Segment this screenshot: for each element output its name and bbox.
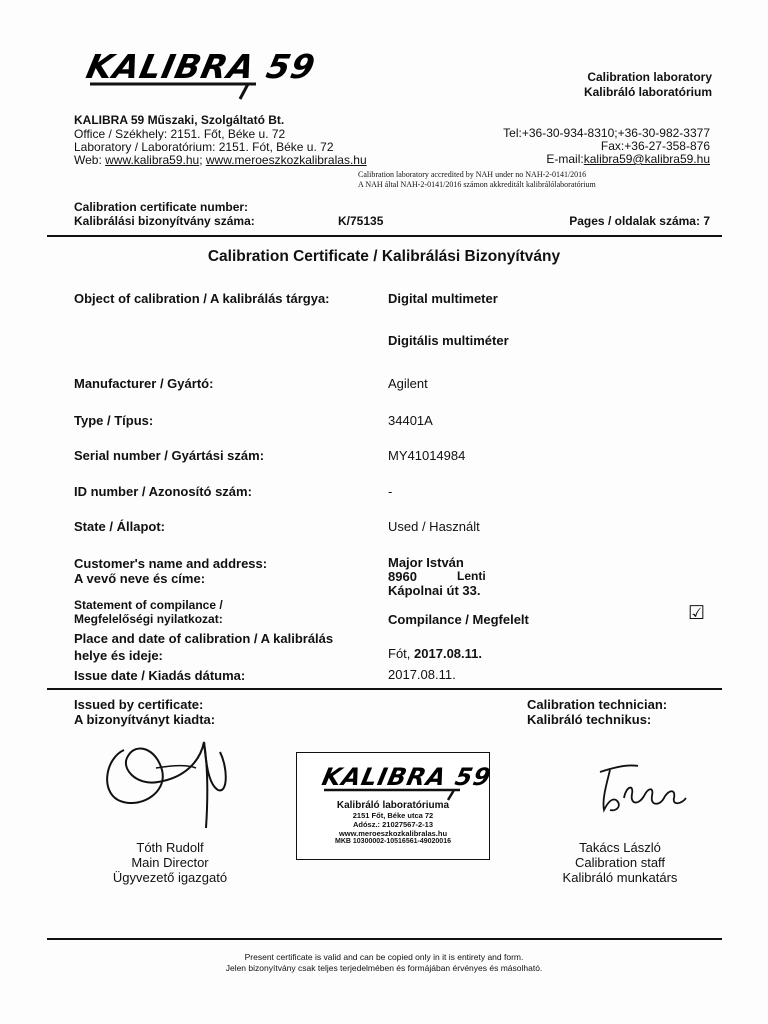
issued-by-label-hu: A bizonyítványt kiadta:	[74, 712, 216, 727]
divider-middle	[47, 688, 722, 690]
technician-label-hu: Kalibráló technikus:	[527, 712, 652, 727]
technician-label-en: Calibration technician:	[527, 697, 668, 712]
technician-signature	[582, 758, 692, 818]
logo-wordmark: KALIBRA 59	[83, 47, 320, 86]
type-label: Type / Típus:	[74, 413, 154, 428]
compliance-checkbox[interactable]: ☑	[688, 603, 706, 624]
statement-label-en: Statement of compilance /	[74, 598, 223, 612]
object-value-hu: Digitális multiméter	[388, 333, 509, 348]
stamp-logo-wordmark: KALIBRA 59	[319, 762, 495, 791]
technician-role-hu: Kalibráló munkatárs	[562, 870, 678, 885]
footer-note-en: Present certificate is valid and can be copied only in it is entirety and form.	[244, 952, 524, 962]
lab-title-en: Calibration laboratory	[587, 70, 712, 84]
director-role-hu: Ügyvezető igazgató	[112, 870, 228, 885]
customer-street: Kápolnai út 33.	[388, 583, 481, 598]
customer-zip: 8960	[388, 569, 417, 584]
director-name: Tóth Rudolf	[136, 840, 204, 855]
place-label-2: helye és ideje:	[74, 648, 163, 663]
accreditation-hu: A NAH által NAH-2-0141/2016 számon akkreditált kalibrálólaboratórium	[358, 180, 596, 189]
customer-name: Major István	[388, 555, 464, 570]
serial-value: MY41014984	[388, 448, 466, 463]
lab-title-hu: Kalibráló laboratórium	[583, 85, 712, 99]
object-label: Object of calibration / A kalibrálás tárgya:	[74, 291, 330, 306]
email-label: E-mail:	[546, 152, 584, 166]
customer-label-en: Customer's name and address:	[74, 556, 268, 571]
web-separator: ;	[199, 153, 203, 167]
customer-label-hu: A vevő neve és címe:	[74, 571, 206, 586]
footer-note-hu: Jelen bizonyítvány csak teljes terjedelmében és formájában érvényes és másolható.	[225, 963, 543, 973]
type-value: 34401A	[388, 413, 433, 428]
manufacturer-value: Agilent	[388, 376, 428, 391]
company-name: KALIBRA 59 Műszaki, Szolgáltató Bt.	[74, 113, 285, 127]
serial-label: Serial number / Gyártási szám:	[74, 448, 265, 463]
laboratory-address: Laboratory / Laboratórium: 2151. Fót, Béke u. 72	[74, 140, 334, 154]
object-value-en: Digital multimeter	[388, 291, 498, 306]
logo-graphic	[83, 44, 320, 100]
stamp-logo	[318, 761, 495, 801]
stamp-line-2: 2151 Főt, Béke utca 72	[352, 811, 434, 820]
place-date: 2017.08.11.	[414, 646, 482, 661]
company-logo	[83, 44, 320, 100]
office-address: Office / Székhely: 2151. Főt, Béke u. 72	[74, 127, 286, 141]
company-stamp	[296, 752, 495, 860]
email-link[interactable]: kalibra59@kalibra59.hu	[583, 152, 710, 166]
technician-role-en: Calibration staff	[574, 855, 666, 870]
cert-number-label-en: Calibration certificate number:	[74, 200, 249, 214]
director-role-en: Main Director	[131, 855, 209, 870]
customer-city: Lenti	[457, 569, 486, 583]
document-title: Calibration Certificate / Kalibrálási Bizonyítvány	[207, 248, 561, 265]
state-value: Used / Használt	[388, 519, 480, 534]
state-label: State / Állapot:	[74, 519, 166, 534]
stamp-line-4: www.meroeszkozkalibralas.hu	[338, 829, 448, 838]
phone-numbers: Tel:+36-30-934-8310;+36-30-982-3377	[503, 126, 710, 140]
web-link-kalibra59[interactable]: www.kalibra59.hu	[105, 153, 200, 167]
email-line	[546, 152, 710, 166]
cert-number: K/75135	[338, 214, 384, 228]
place-value	[388, 646, 482, 661]
accreditation-en: Calibration laboratory accredited by NAH under no NAH-2-0141/2016	[358, 170, 587, 179]
web-link-meroeszkoz[interactable]: www.meroeszkozkalibralas.hu	[205, 153, 367, 167]
issue-date-label: Issue date / Kiadás dátuma:	[74, 668, 246, 683]
issued-by-label-en: Issued by certificate:	[74, 697, 204, 712]
technician-name: Takács László	[579, 840, 661, 855]
stamp-line-1: Kalibráló laboratóriuma	[336, 800, 450, 811]
fax-number: Fax:+36-27-358-876	[600, 139, 710, 153]
issue-date-value: 2017.08.11.	[388, 667, 456, 682]
place-city: Fót,	[388, 646, 411, 661]
page-count: Pages / oldalak száma: 7	[569, 214, 710, 228]
stamp-line-5: MKB 10300002-10516561-49020016	[335, 838, 451, 845]
web-label: Web:	[74, 153, 102, 167]
divider-top	[47, 235, 722, 237]
statement-value: Compilance / Megfelelt	[388, 612, 529, 627]
stamp-line-3: Adósz.: 21027567-2-13	[352, 820, 434, 829]
manufacturer-label: Manufacturer / Gyártó:	[74, 376, 214, 391]
place-label-1: Place and date of calibration / A kalibrálás	[74, 631, 334, 646]
statement-label-hu: Megfelelőségi nyilatkozat:	[74, 612, 223, 626]
cert-number-label-hu: Kalibrálási bizonyítvány száma:	[74, 214, 255, 228]
id-value: -	[388, 484, 393, 499]
director-signature	[96, 728, 256, 833]
divider-bottom	[47, 938, 722, 940]
web-line	[74, 153, 367, 167]
id-label: ID number / Azonosító szám:	[74, 484, 252, 499]
